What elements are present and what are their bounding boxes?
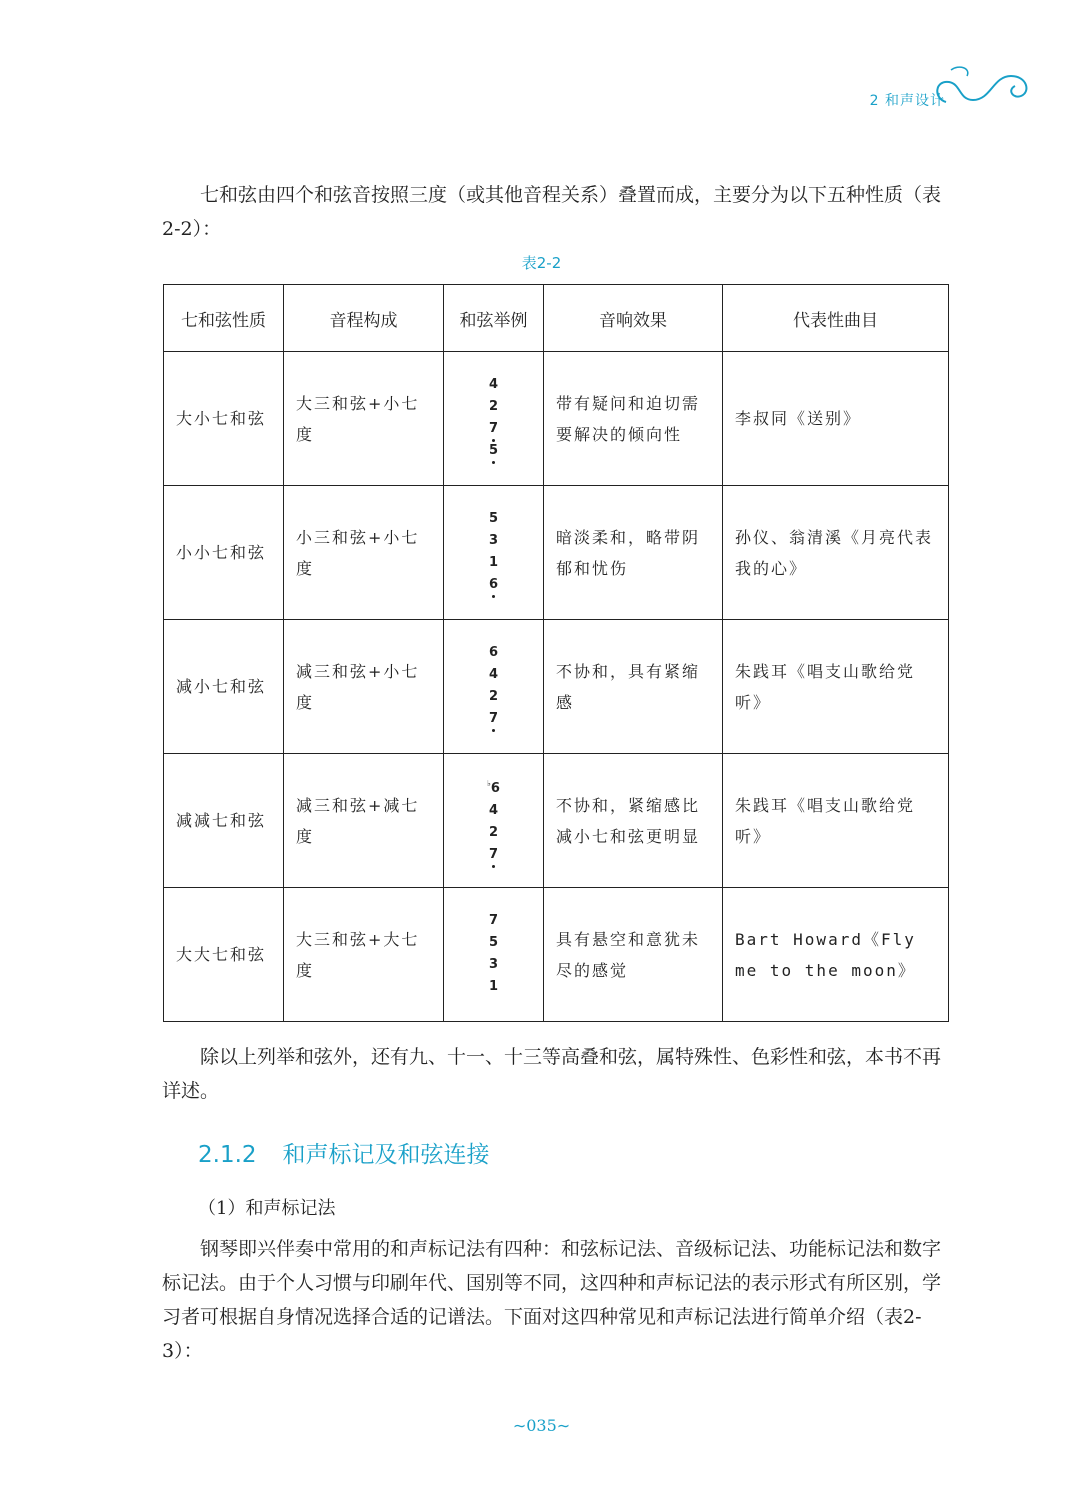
table-row [164, 620, 949, 754]
chord-note [489, 686, 498, 708]
note-digit: 4 [488, 803, 499, 818]
section-number: 2.1.2 [198, 1142, 257, 1168]
chord-example-cell [444, 754, 544, 888]
subsection-heading: （1）和声标记法 [198, 1198, 336, 1219]
note-digit: 1 [488, 554, 499, 570]
sound-effect-cell: 不协和，紧缩感比减小七和弦更明显 [544, 754, 723, 888]
chord-note [489, 954, 498, 976]
page-footer [0, 1416, 1083, 1435]
chord-note [489, 932, 498, 954]
chord-quality-cell: 大小七和弦 [164, 352, 284, 486]
chord-example-cell [444, 888, 544, 1022]
chord-note [487, 844, 500, 866]
note-digit: 7 [488, 710, 499, 726]
interval-cell: 小三和弦+小七度 [284, 486, 444, 620]
running-head: 2 和声设计 [869, 93, 945, 109]
chord-quality-cell: 减小七和弦 [164, 620, 284, 754]
representative-piece-cell: 朱践耳《唱支山歌给党听》 [723, 620, 949, 754]
sound-effect-cell: 带有疑问和迫切需要解决的倾向性 [544, 352, 723, 486]
representative-piece-cell: 朱践耳《唱支山歌给党听》 [723, 754, 949, 888]
chord-note [489, 374, 498, 396]
swirl-ornament-icon [931, 62, 1041, 112]
sound-effect-cell: 具有悬空和意犹未尽的感觉 [544, 888, 723, 1022]
note-digit: 5 [488, 510, 499, 526]
note-digit: 1 [488, 978, 499, 994]
chord-note [489, 530, 498, 552]
note-digit: 6 [490, 781, 500, 796]
chord-note [489, 440, 498, 462]
chord-note [489, 508, 498, 530]
sound-effect-cell: 不协和，具有紧缩感 [544, 620, 723, 754]
chord-note [489, 418, 498, 440]
chord-note [487, 773, 500, 800]
representative-piece-cell: Bart Howard《Fly me to the moon》 [723, 888, 949, 1022]
body-paragraph: 钢琴即兴伴奏中常用的和声标记法有四种：和弦标记法、音级标记法、功能标记法和数字标记法。由于个人习惯与印刷年代、国别等不同，这四种和声标记法的表示形式有所区别，学习者可根据自身情况选择合适的记谱法。下面对这四种常见和声标记法进行简单介绍（表2-3）： [162, 1238, 942, 1362]
note-digit: 4 [488, 666, 499, 682]
wave-right-icon: ∼ [556, 1416, 571, 1435]
chord-note [489, 976, 498, 998]
chord-quality-cell: 减减七和弦 [164, 754, 284, 888]
note-stack [489, 910, 498, 998]
after-table-paragraph: 除以上列举和弦外，还有九、十一、十三等高叠和弦，属特殊性、色彩性和弦，本书不再详述。 [162, 1046, 942, 1102]
flat-sign-icon: ♭ [487, 779, 491, 788]
chord-note [489, 574, 498, 596]
sound-effect-cell: 暗淡柔和，略带阴郁和忧伤 [544, 486, 723, 620]
chord-note [489, 396, 498, 418]
note-stack [489, 642, 498, 730]
note-digit: 5 [488, 934, 499, 950]
note-stack [489, 374, 498, 462]
chord-note [489, 664, 498, 686]
note-digit: 6 [488, 644, 499, 660]
note-digit: 7 [488, 912, 499, 928]
section-title: 和声标记及和弦连接 [282, 1142, 490, 1168]
representative-piece-cell: 李叔同《送别》 [723, 352, 949, 486]
chord-note [487, 822, 500, 844]
chord-note [489, 642, 498, 664]
chord-example-cell [444, 620, 544, 754]
wave-left-icon: ∼ [512, 1416, 527, 1435]
note-digit: 3 [488, 956, 499, 972]
column-header: 音程构成 [284, 285, 444, 352]
chord-quality-cell: 大大七和弦 [164, 888, 284, 1022]
interval-cell: 大三和弦+大七度 [284, 888, 444, 1022]
note-digit: 5 [488, 442, 499, 458]
note-digit: 7 [488, 847, 499, 862]
column-header: 代表性曲目 [723, 285, 949, 352]
intro-paragraph: 七和弦由四个和弦音按照三度（或其他音程关系）叠置而成，主要分为以下五种性质（表2-2）： [162, 184, 942, 240]
chord-note [487, 800, 500, 822]
section-heading [198, 1136, 490, 1169]
table-caption: 表2-2 [521, 254, 562, 272]
seventh-chord-table [163, 284, 949, 1022]
table-row [164, 888, 949, 1022]
column-header: 音响效果 [544, 285, 723, 352]
chord-quality-cell: 小小七和弦 [164, 486, 284, 620]
representative-piece-cell: 孙仪、翁清溪《月亮代表我的心》 [723, 486, 949, 620]
interval-cell: 减三和弦+小七度 [284, 620, 444, 754]
note-stack [487, 773, 500, 866]
note-digit: 4 [488, 376, 499, 392]
interval-cell: 减三和弦+减七度 [284, 754, 444, 888]
table-row [164, 754, 949, 888]
chord-note [489, 910, 498, 932]
chord-example-cell [444, 486, 544, 620]
note-stack [489, 508, 498, 596]
table-row [164, 352, 949, 486]
note-digit: 2 [488, 825, 499, 840]
note-digit: 6 [488, 576, 499, 592]
table-row [164, 486, 949, 620]
table-header-row [164, 285, 949, 352]
note-digit: 3 [488, 532, 499, 548]
chord-example-cell [444, 352, 544, 486]
interval-cell: 大三和弦+小七度 [284, 352, 444, 486]
column-header: 七和弦性质 [164, 285, 284, 352]
note-digit: 2 [488, 398, 499, 414]
chord-note [489, 708, 498, 730]
chord-note [489, 552, 498, 574]
note-digit: 2 [488, 688, 499, 704]
note-digit: 7 [488, 420, 499, 436]
page-number: 035 [526, 1416, 557, 1435]
column-header: 和弦举例 [444, 285, 544, 352]
